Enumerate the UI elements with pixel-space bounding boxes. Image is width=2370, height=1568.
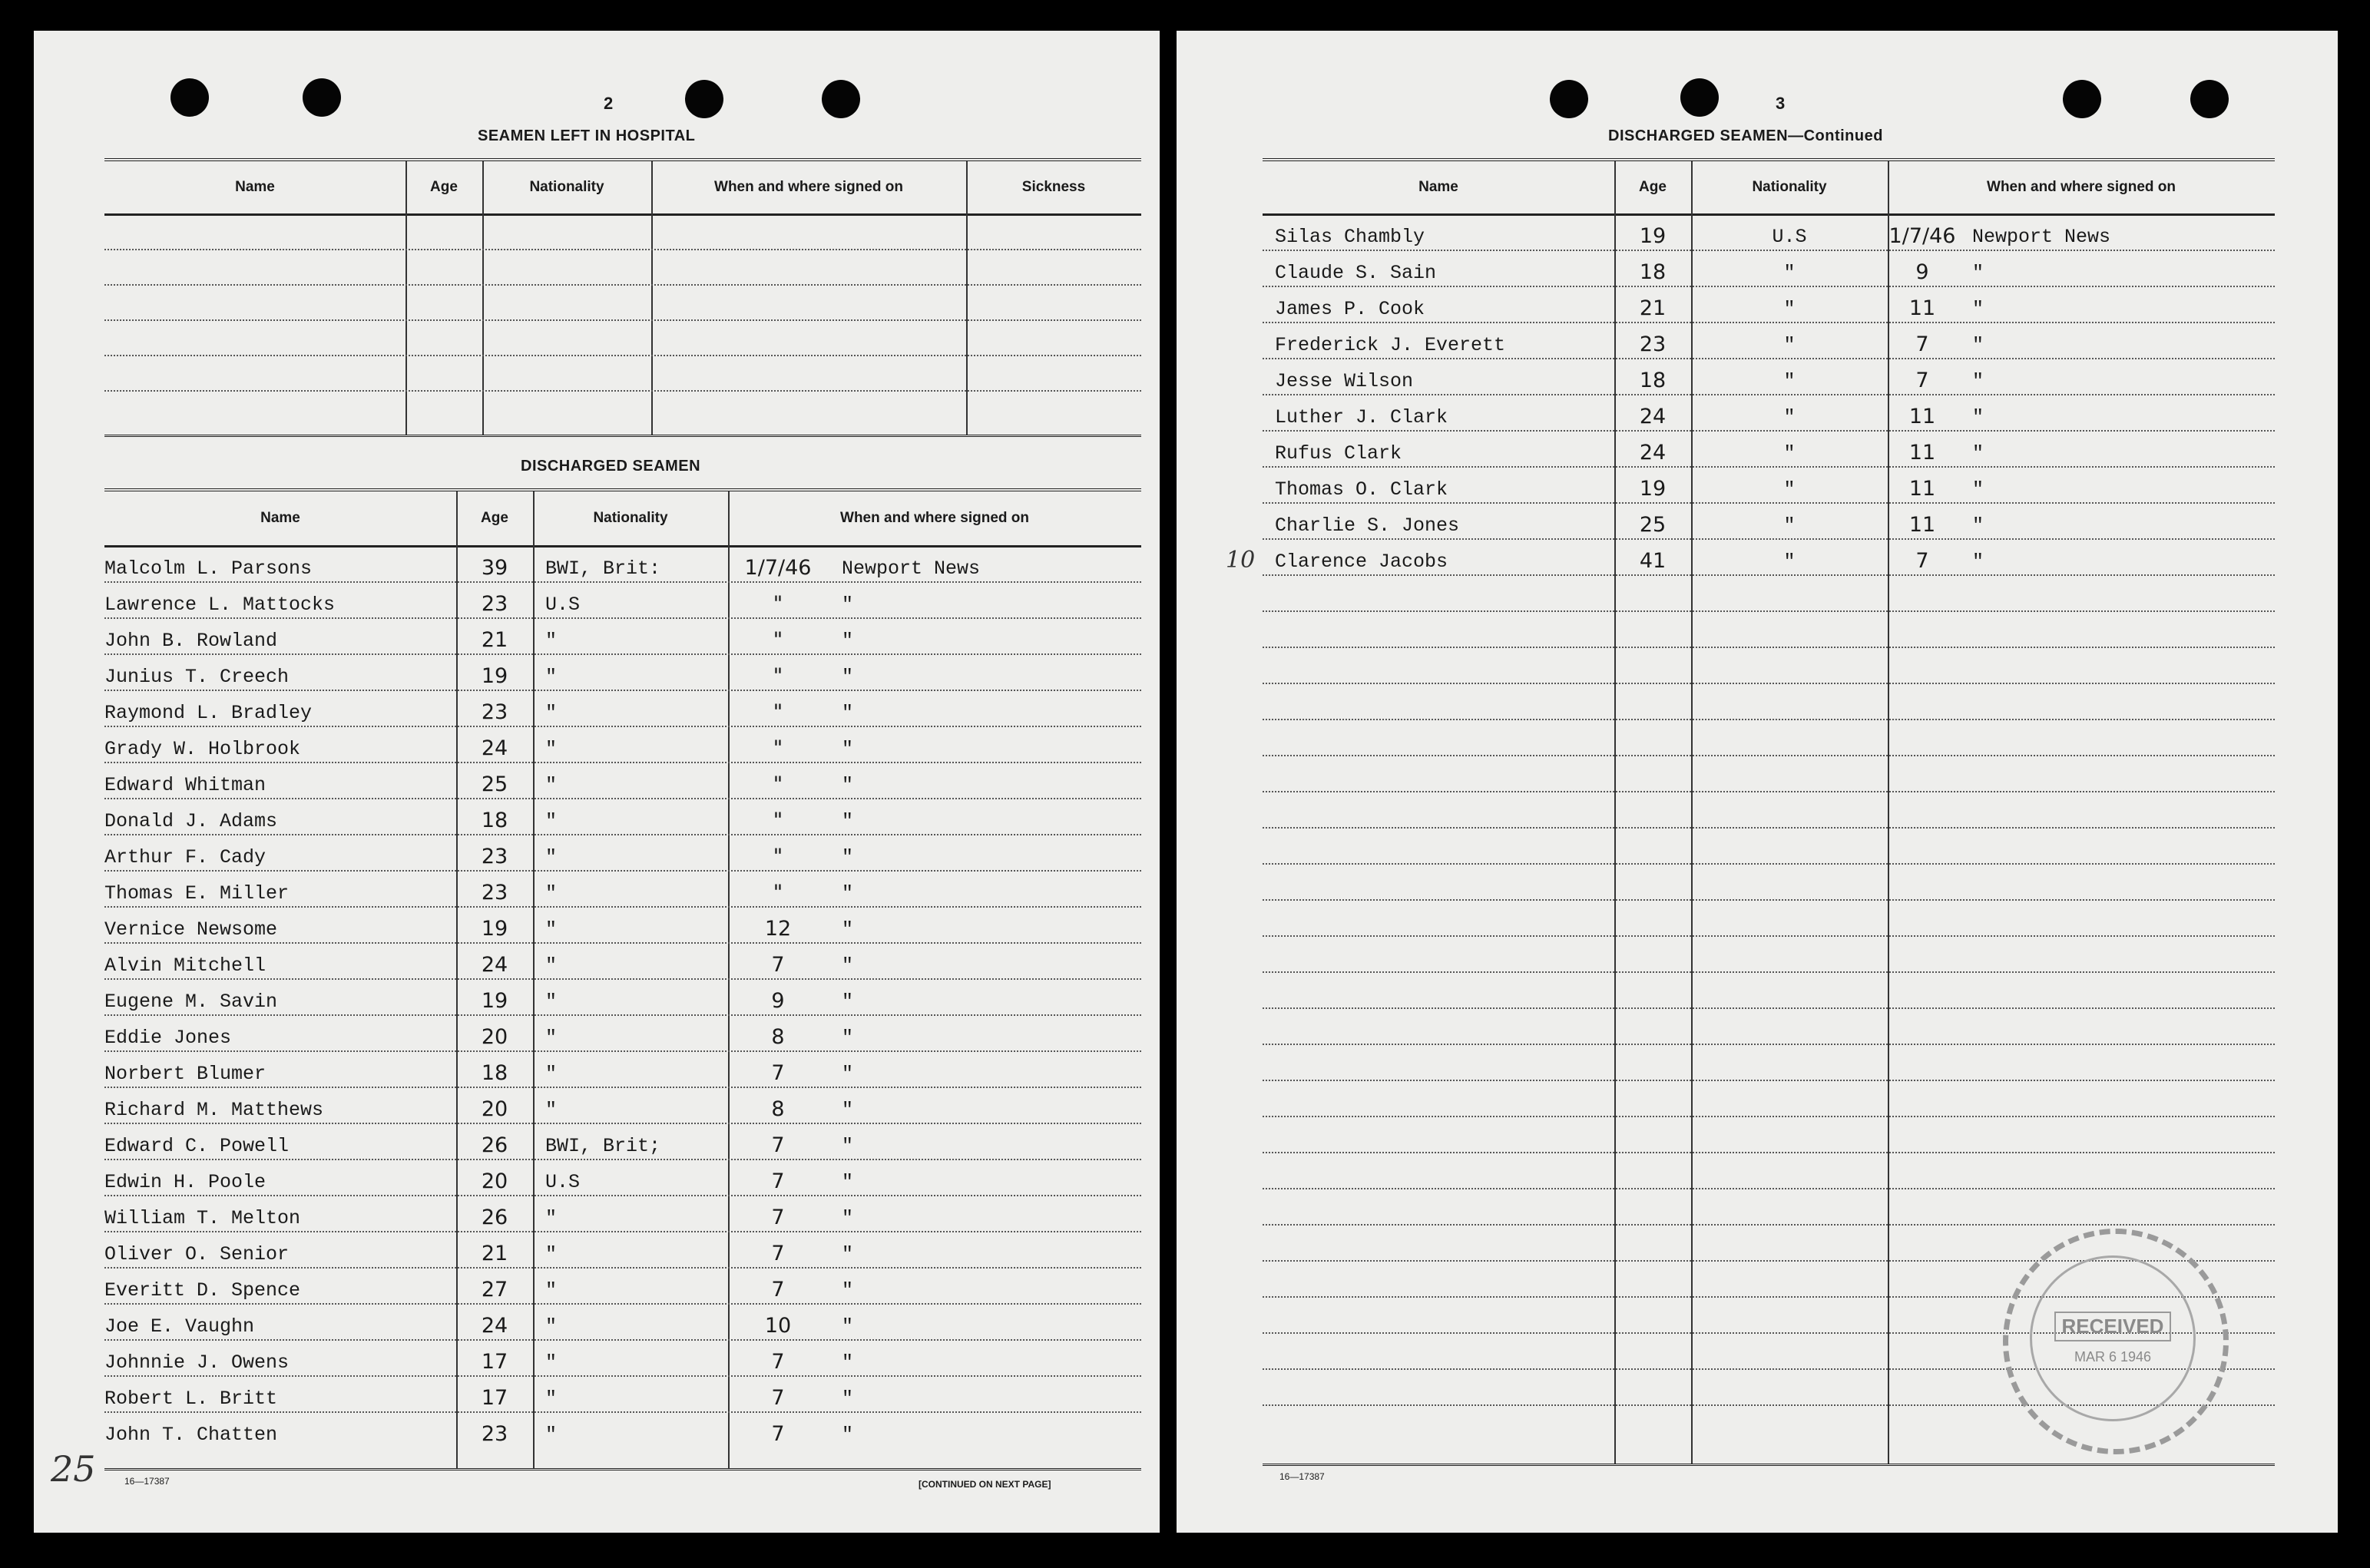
cell-age: 19 [481,989,508,1013]
table-row [104,978,1141,1016]
cell-date: 7 [1915,549,1929,573]
cell-age: 23 [481,700,508,724]
margin-note: 25 [51,1448,96,1490]
cell-place: " [1972,551,1984,573]
cell-place: " [842,1207,854,1229]
cell-place: " [1972,262,1984,284]
cell-age: 39 [481,556,508,580]
cell-nationality: " [545,1315,558,1338]
cell-date: 1/7/46 [744,556,812,580]
received-stamp [2003,1229,2229,1454]
cell-name: Norbert Blumer [104,1063,266,1085]
header-sickness: Sickness [1021,179,1086,195]
cell-place: " [842,666,854,688]
cell-date: 10 [764,1314,792,1338]
cell-nationality: " [545,954,558,977]
table-row [1263,827,2275,865]
cell-place: " [842,1351,854,1374]
cell-age: 20 [481,1169,508,1193]
table-row [104,690,1141,727]
cell-place: Newport News [1972,226,2111,248]
table-row [104,726,1141,763]
cell-place: " [842,1063,854,1085]
header-name: Name [235,179,275,195]
cell-name: Charlie S. Jones [1275,514,1460,537]
cell-nationality: " [1783,262,1796,284]
cell-date: " [773,881,783,905]
table-row [1263,719,2275,756]
cell-name: Frederick J. Everett [1275,334,1506,356]
cell-date: 7 [1915,369,1929,392]
table-row [104,762,1141,799]
cell-name: Richard M. Matthews [104,1099,324,1121]
cell-nationality: " [545,1099,558,1121]
cell-date: 9 [771,989,785,1013]
cell-place: " [842,738,854,760]
cell-age: 27 [481,1278,508,1302]
cell-nationality: " [545,810,558,832]
cell-date: " [773,736,783,760]
cell-place: " [842,1099,854,1121]
cell-name: Clarence Jacobs [1275,551,1448,573]
table-row [1263,1080,2275,1117]
hospital-table [104,158,1141,437]
cell-name: Johnnie J. Owens [104,1351,290,1374]
cell-date: " [773,628,783,652]
cell-age: 17 [481,1386,508,1410]
punch-hole [303,78,341,117]
cell-date: 7 [771,1386,785,1410]
page-number: 2 [604,94,614,113]
header-age: Age [430,179,458,195]
cell-place: " [1972,478,1984,501]
cell-place: " [842,846,854,868]
table-row [104,1195,1141,1232]
cell-nationality: " [1783,442,1796,465]
discharged-table [104,488,1141,1470]
cell-age: 21 [481,628,508,652]
cell-place: " [1972,298,1984,320]
cell-place: " [842,1027,854,1049]
cell-nationality: " [545,774,558,796]
cell-age: 24 [481,736,508,760]
table-row [1263,791,2275,829]
cell-place: " [842,882,854,905]
cell-name: Rufus Clark [1275,442,1402,465]
cell-nationality: BWI, Brit; [545,1135,661,1157]
cell-date: 7 [771,1278,785,1302]
cell-nationality: " [1783,406,1796,428]
cell-age: 19 [481,664,508,688]
cell-nationality: " [545,846,558,868]
cell-name: Thomas O. Clark [1275,478,1448,501]
stamp-date: MAR 6 1946 [2074,1349,2152,1365]
cell-nationality: " [545,882,558,905]
cell-date: 7 [771,1061,785,1085]
cell-place: " [1972,406,1984,428]
cell-place: " [842,1279,854,1302]
table-row [104,617,1141,655]
cell-nationality: " [1783,298,1796,320]
cell-age: 23 [481,592,508,616]
table-row [1263,683,2275,720]
cell-age: 17 [481,1350,508,1374]
cell-nationality: " [545,1279,558,1302]
continued-note: [CONTINUED ON NEXT PAGE] [919,1479,1051,1490]
table-row [104,1411,1141,1447]
stamp-text: RECEIVED [2054,1312,2172,1341]
cell-age: 18 [481,1061,508,1085]
cell-name: Luther J. Clark [1275,406,1448,428]
discharged-continued-title: DISCHARGED SEAMEN—Continued [1608,127,1883,144]
cell-date: 7 [771,1242,785,1265]
table-row [104,249,1141,286]
cell-nationality: " [545,918,558,941]
cell-date: 11 [1908,405,1936,428]
cell-name: Eugene M. Savin [104,991,278,1013]
cell-age: 20 [481,1025,508,1049]
cell-name: Edward C. Powell [104,1135,290,1157]
table-row [104,1339,1141,1377]
cell-date: 7 [1915,332,1929,356]
header-signed-on: When and where signed on [714,179,903,195]
cell-place: " [842,774,854,796]
cell-age: 23 [1639,332,1667,356]
cell-name: Silas Chambly [1275,226,1425,248]
table-row [104,906,1141,944]
table-row [104,545,1141,583]
table-row [1263,430,2275,468]
cell-place: " [842,702,854,724]
table-row [104,1303,1141,1341]
cell-date: " [773,592,783,616]
cell-date: 12 [764,917,792,941]
cell-date: 11 [1908,441,1936,465]
cell-name: John T. Chatten [104,1424,278,1446]
header-name: Name [1418,179,1458,195]
cell-name: Edward Whitman [104,774,266,796]
left-page [34,31,1160,1533]
cell-age: 21 [481,1242,508,1265]
cell-date: " [773,700,783,724]
cell-nationality: " [545,1207,558,1229]
cell-age: 23 [481,1422,508,1446]
cell-place: Newport News [842,557,981,580]
cell-place: " [842,1171,854,1193]
cell-date: 7 [771,1206,785,1229]
cell-date: 11 [1908,296,1936,320]
cell-age: 26 [481,1133,508,1157]
punch-hole [170,78,209,117]
cell-place: " [842,1424,854,1446]
cell-date: 7 [771,1133,785,1157]
table-row [1263,502,2275,540]
cell-place: " [842,918,854,941]
discharged-table-header [104,491,1141,547]
cell-place: " [842,810,854,832]
table-row [104,870,1141,908]
cell-nationality: U.S [1772,226,1807,248]
table-row [1263,1188,2275,1226]
cell-age: 41 [1639,549,1667,573]
table-row [1263,394,2275,432]
cell-name: Edwin H. Poole [104,1171,266,1193]
table-row [1263,755,2275,792]
table-row [1263,971,2275,1009]
cell-name: John B. Rowland [104,630,278,652]
cell-name: Raymond L. Bradley [104,702,313,724]
cell-name: Arthur F. Cady [104,846,266,868]
table-row [1263,1007,2275,1045]
header-age: Age [1639,179,1667,195]
cell-age: 24 [1639,405,1667,428]
cell-nationality: " [545,666,558,688]
table-row [1263,610,2275,648]
cell-age: 23 [481,845,508,868]
cell-place: " [842,630,854,652]
cell-date: 7 [771,1169,785,1193]
cell-nationality: " [545,738,558,760]
cell-age: 19 [481,917,508,941]
cell-age: 23 [481,881,508,905]
cell-age: 24 [481,953,508,977]
cell-nationality: " [545,1243,558,1265]
cell-name: Jesse Wilson [1275,370,1414,392]
cell-age: 18 [1639,369,1667,392]
cell-nationality: " [1783,551,1796,573]
cell-date: 7 [771,953,785,977]
cell-name: Everitt D. Spence [104,1279,301,1302]
header-name: Name [260,510,300,526]
margin-note: 10 [1226,547,1256,574]
cell-nationality: " [545,702,558,724]
cell-age: 20 [481,1097,508,1121]
cell-name: Thomas E. Miller [104,882,290,905]
table-row [104,653,1141,691]
cell-date: " [773,664,783,688]
table-row [104,355,1141,392]
table-row [104,942,1141,980]
table-row [104,1087,1141,1124]
cell-name: Robert L. Britt [104,1388,278,1410]
table-row [104,319,1141,356]
table-row [1263,286,2275,323]
table-row [1263,538,2275,576]
punch-hole [1680,78,1719,117]
cell-date: 9 [1915,260,1929,284]
cell-nationality: " [1783,514,1796,537]
header-nationality: Nationality [529,179,604,195]
table-row [1263,322,2275,359]
table-row [104,1375,1141,1413]
hospital-section-title: SEAMEN LEFT IN HOSPITAL [478,127,696,144]
discharged-section-title: DISCHARGED SEAMEN [521,458,701,475]
header-nationality: Nationality [593,510,668,526]
table-row [1263,1152,2275,1189]
cell-nationality: U.S [545,1171,581,1193]
table-row [1263,1044,2275,1081]
punch-hole [2063,80,2101,118]
cell-place: " [1972,442,1984,465]
cell-name: Claude S. Sain [1275,262,1437,284]
form-number: 16—17387 [124,1476,170,1487]
cell-age: 24 [481,1314,508,1338]
cell-place: " [1972,370,1984,392]
punch-hole [2190,80,2229,118]
cell-name: Lawrence L. Mattocks [104,594,336,616]
table-row [104,581,1141,619]
cell-date: 1/7/46 [1888,224,1956,248]
discharged-table-header [1263,161,2275,216]
header-nationality: Nationality [1752,179,1827,195]
table-row [1263,466,2275,504]
cell-age: 19 [1639,477,1667,501]
cell-nationality: " [545,1063,558,1085]
cell-name: Vernice Newsome [104,918,278,941]
cell-place: " [842,594,854,616]
table-row [104,1123,1141,1160]
cell-place: " [1972,514,1984,537]
table-row [104,1014,1141,1052]
cell-date: 7 [771,1350,785,1374]
table-row [104,284,1141,321]
cell-nationality: " [545,1351,558,1374]
cell-name: William T. Melton [104,1207,301,1229]
cell-place: " [842,1388,854,1410]
cell-nationality: " [545,1027,558,1049]
header-signed-on: When and where signed on [1987,179,2176,195]
table-row [1263,358,2275,395]
table-row [104,213,1141,250]
table-row [104,798,1141,835]
hospital-table-header [104,161,1141,216]
cell-nationality: " [1783,334,1796,356]
right-page [1177,31,2338,1533]
punch-hole [1550,80,1588,118]
cell-place: " [1972,334,1984,356]
table-row [104,390,1141,425]
cell-name: Oliver O. Senior [104,1243,290,1265]
punch-hole [822,80,860,118]
table-row [1263,574,2275,612]
cell-date: 7 [771,1422,785,1446]
cell-name: Alvin Mitchell [104,954,266,977]
cell-name: Malcolm L. Parsons [104,557,313,580]
table-row [104,1159,1141,1196]
cell-name: Eddie Jones [104,1027,232,1049]
cell-name: Junius T. Creech [104,666,290,688]
cell-nationality: " [1783,478,1796,501]
cell-date: " [773,809,783,832]
table-row [104,1050,1141,1088]
cell-name: Joe E. Vaughn [104,1315,255,1338]
cell-place: " [842,1243,854,1265]
table-row [1263,250,2275,287]
table-row [1263,1116,2275,1153]
table-row [1263,647,2275,684]
header-age: Age [481,510,508,526]
cell-date: 8 [771,1097,785,1121]
cell-date: 8 [771,1025,785,1049]
cell-place: " [842,1315,854,1338]
cell-nationality: U.S [545,594,581,616]
table-row [104,1231,1141,1269]
cell-nationality: " [545,1388,558,1410]
table-row [1263,899,2275,937]
cell-name: Donald J. Adams [104,810,278,832]
cell-age: 21 [1639,296,1667,320]
cell-age: 24 [1639,441,1667,465]
cell-date: " [773,845,783,868]
table-row [1263,935,2275,973]
table-row [104,1267,1141,1305]
cell-date: 11 [1908,477,1936,501]
cell-age: 18 [1639,260,1667,284]
page-number: 3 [1776,94,1786,113]
table-row [1263,863,2275,901]
cell-name: Grady W. Holbrook [104,738,301,760]
form-number: 16—17387 [1279,1471,1325,1482]
cell-place: " [842,991,854,1013]
cell-nationality: " [1783,370,1796,392]
cell-nationality: " [545,630,558,652]
cell-date: " [773,772,783,796]
cell-nationality: " [545,1424,558,1446]
cell-name: James P. Cook [1275,298,1425,320]
cell-age: 19 [1639,224,1667,248]
cell-nationality: BWI, Brit: [545,557,661,580]
table-row [1263,213,2275,251]
cell-age: 25 [1639,513,1667,537]
cell-place: " [842,1135,854,1157]
cell-age: 26 [481,1206,508,1229]
cell-nationality: " [545,991,558,1013]
cell-age: 18 [481,809,508,832]
cell-place: " [842,954,854,977]
punch-hole [685,80,723,118]
cell-date: 11 [1908,513,1936,537]
table-row [104,834,1141,872]
cell-age: 25 [481,772,508,796]
header-signed-on: When and where signed on [840,510,1029,526]
